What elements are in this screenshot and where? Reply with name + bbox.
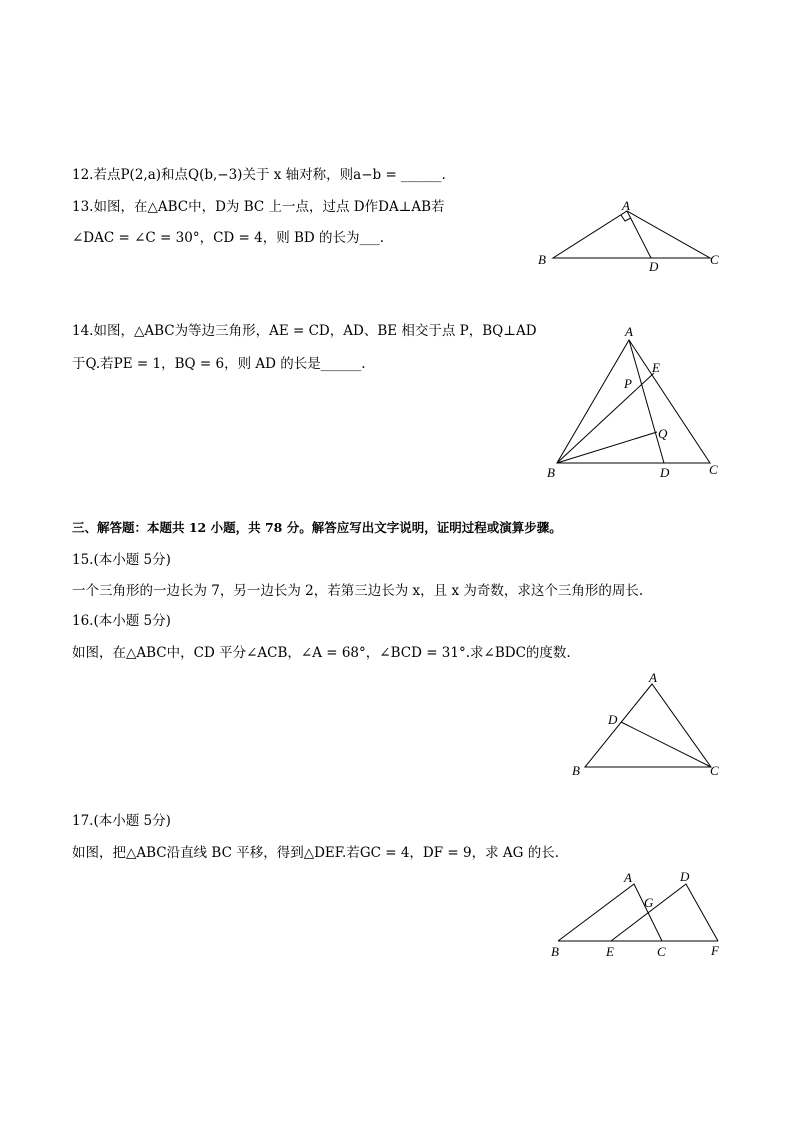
q15-title: 15.(本小题 5分)	[72, 552, 171, 568]
q17-label-g: G	[644, 895, 654, 910]
q14-label-a: A	[625, 324, 633, 339]
q14-line1: 14.如图，△ABC为等边三角形，AE = CD，AD、BE 相交于点 P，BQ⊥AD	[72, 323, 537, 339]
q17-title: 17.(本小题 5分)	[72, 813, 171, 829]
q17-label-f: F	[711, 943, 719, 958]
q14-label-q: Q	[658, 426, 668, 441]
q17-label-c: C	[657, 944, 666, 959]
q16-triangle-abc	[585, 684, 711, 767]
q13-label-d: D	[649, 259, 659, 274]
q13-line1: 13.如图，在△ABC中，D为 BC 上一点，过点 D作DA⊥AB若	[72, 199, 445, 215]
q16-label-a: A	[649, 670, 657, 685]
q16-label-c: C	[710, 763, 719, 778]
q14-line2: 于Q.若PE = 1，BQ = 6，则 AD 的长是______.	[72, 356, 366, 372]
q14-label-b: B	[547, 465, 555, 480]
q14-label-c: C	[709, 462, 718, 477]
q17-figure	[540, 866, 730, 966]
q13-line2: ∠DAC = ∠C = 30°，CD = 4，则 BD 的长为___.	[72, 230, 385, 246]
q15-body: 一个三角形的一边长为 7，另一边长为 2，若第三边长为 x，且 x 为奇数，求这个三角形的周长.	[72, 583, 644, 599]
q17-label-b: B	[551, 944, 559, 959]
q17-triangle-abc	[558, 884, 662, 941]
q13-label-b: B	[538, 252, 546, 267]
q17-label-a: A	[624, 870, 632, 885]
q14-label-p: P	[624, 376, 632, 391]
q14-segment-be	[557, 373, 654, 463]
q17-body: 如图，把△ABC沿直线 BC 平移，得到△DEF.若GC = 4，DF = 9，求 AG 的长.	[72, 845, 560, 861]
q17-triangle-def	[611, 884, 718, 941]
q16-label-b: B	[572, 763, 580, 778]
q17-label-e: E	[606, 944, 614, 959]
q13-triangle-abc	[553, 211, 710, 258]
q14-segment-ad	[629, 340, 664, 463]
q14-label-d: D	[660, 465, 670, 480]
q13-label-a: A	[622, 198, 630, 213]
q14-label-e: E	[652, 360, 660, 375]
q16-body: 如图，在△ABC中，CD 平分∠ACB，∠A = 68°，∠BCD = 31°.求∠BDC的度数.	[72, 645, 571, 661]
q16-segment-cd	[621, 722, 711, 767]
q16-label-d: D	[608, 712, 618, 727]
q12-text: 12.若点P(2,a)和点Q(b,−3)关于 x 轴对称，则a−b = ______.	[72, 167, 446, 183]
q13-figure	[530, 198, 730, 278]
q16-figure	[565, 668, 735, 783]
q17-label-d: D	[680, 869, 690, 884]
q13-label-c: C	[710, 252, 719, 267]
q14-figure	[540, 320, 730, 485]
q16-title: 16.(本小题 5分)	[72, 613, 171, 629]
section-3-header: 三、解答题：本题共 12 小题，共 78 分。解答应写出文字说明，证明过程或演算步骤。	[72, 520, 562, 535]
q14-triangle-abc	[557, 340, 710, 463]
